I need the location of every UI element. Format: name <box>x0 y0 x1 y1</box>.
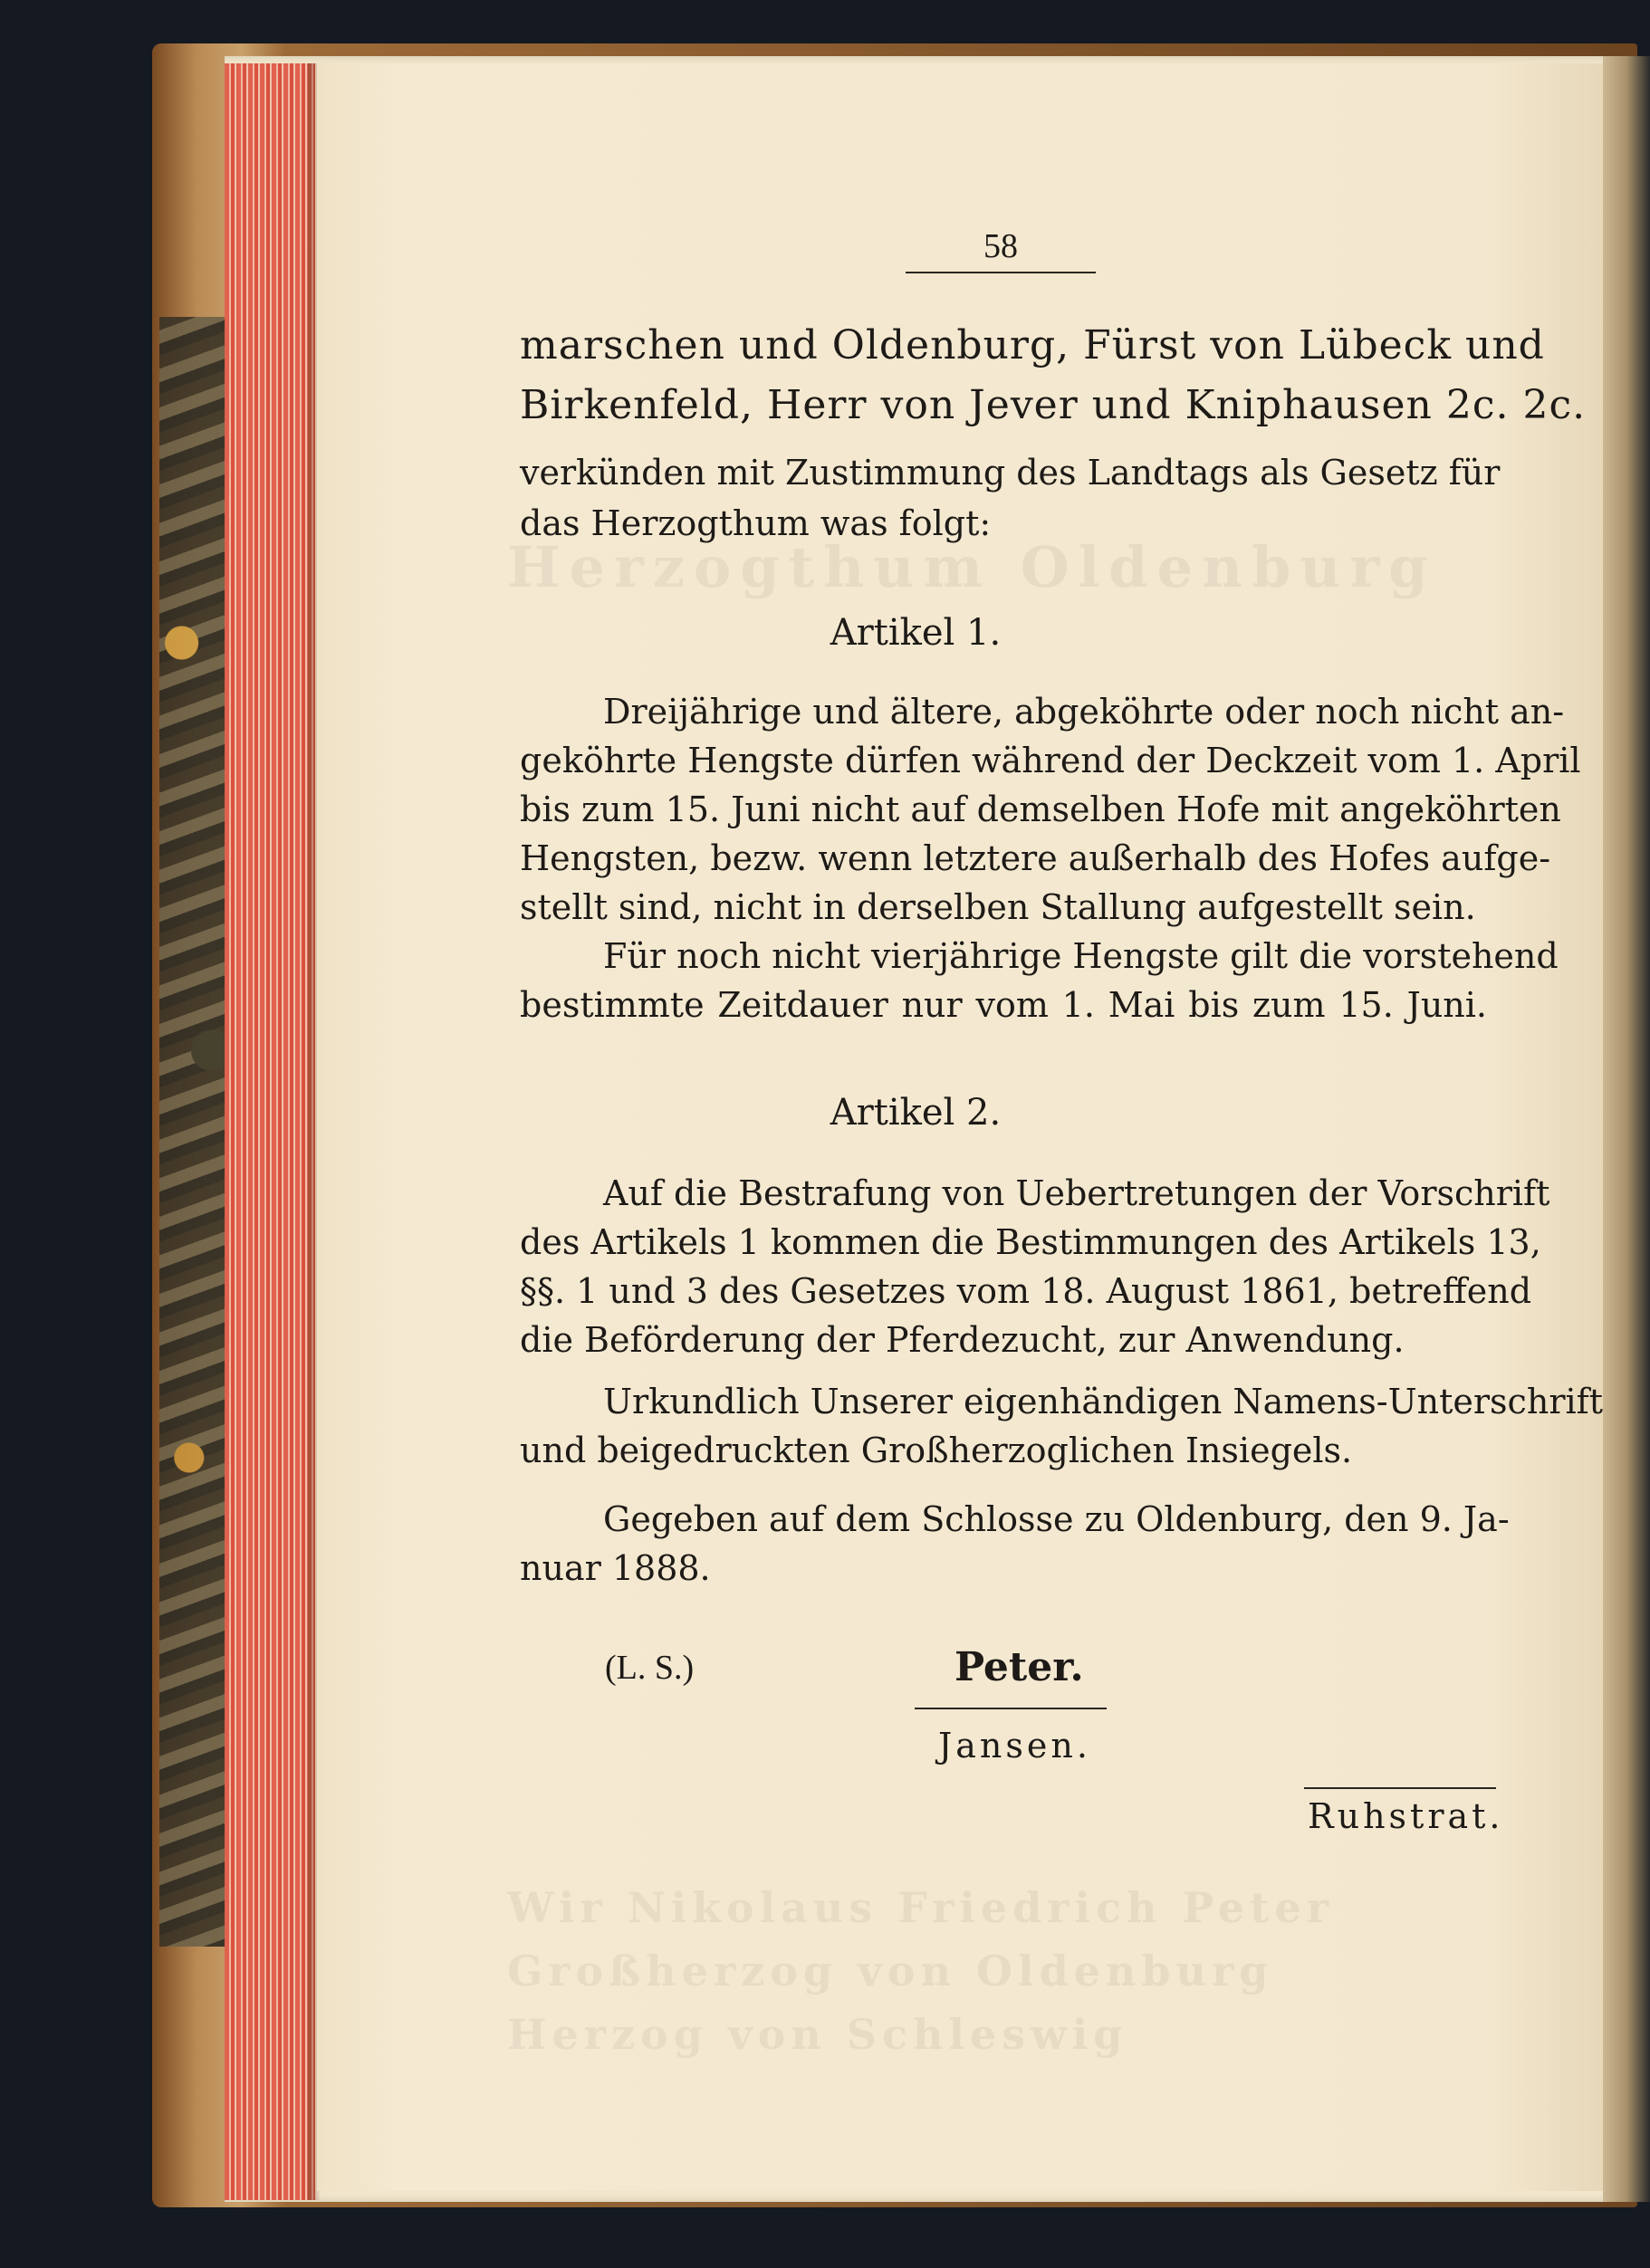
paragraph-line: bestimmte Zeitdauer nur vom 1. Mai bis zum 15. Juni. <box>520 985 1487 1025</box>
paragraph-line: nuar 1888. <box>520 1548 711 1588</box>
paragraph-line: die Beförderung der Pferdezucht, zur Anwendung. <box>520 1320 1405 1360</box>
paragraph-line: Dreijährige und ältere, abgeköhrte oder noch nicht an- <box>603 692 1565 732</box>
bleed-through-text: Herzogthum Oldenburg <box>507 534 1437 600</box>
paragraph-line: Gegeben auf dem Schlosse zu Oldenburg, den 9. Ja- <box>603 1499 1510 1539</box>
text-line: Birkenfeld, Herr von Jever und Kniphausen 2c. 2c. <box>520 382 1587 428</box>
page-number: 58 <box>983 227 1018 265</box>
signature-peter: Peter. <box>955 1644 1084 1690</box>
paragraph-line: Urkundlich Unserer eigenhändigen Namens-Unterschrift <box>603 1382 1603 1421</box>
seal-mark: (L. S.) <box>605 1649 695 1687</box>
paragraph-line: Auf die Bestrafung von Uebertretungen der Vorschrift <box>603 1173 1550 1213</box>
article-heading: Artikel 2. <box>830 1092 1002 1134</box>
header-rule <box>906 272 1096 273</box>
signature-rule <box>1304 1787 1496 1789</box>
signature-rule <box>915 1708 1107 1709</box>
paragraph-line: stellt sind, nicht in derselben Stallung aufgestellt sein. <box>520 887 1476 927</box>
paragraph-line: Für noch nicht vierjährige Hengste gilt die vorstehend <box>603 936 1559 976</box>
paragraph-line: und beigedruckten Großherzoglichen Insiegels. <box>520 1431 1353 1470</box>
text-line: marschen und Oldenburg, Fürst von Lübeck und <box>520 322 1545 368</box>
bleed-through-text: Herzog von Schleswig <box>507 2010 1128 2059</box>
signature-jansen: Jansen. <box>938 1726 1091 1766</box>
bleed-through-text: Großherzog von Oldenburg <box>507 1947 1274 1995</box>
text-line: verkünden mit Zustimmung des Landtags als Gesetz für <box>520 453 1501 493</box>
paragraph-line: §§. 1 und 3 des Gesetzes vom 18. August 1861, betreffend <box>520 1271 1532 1311</box>
paragraph-line: Hengsten, bezw. wenn letztere außerhalb des Hofes aufge- <box>520 838 1551 878</box>
signature-ruhstrat: Ruhstrat. <box>1308 1796 1504 1836</box>
paragraph-line: bis zum 15. Juni nicht auf demselben Hofe mit angeköhrten <box>520 789 1561 829</box>
article-heading: Artikel 1. <box>830 612 1002 654</box>
paragraph-line: des Artikels 1 kommen die Bestimmungen des Artikels 13, <box>520 1222 1541 1262</box>
bleed-through-text: Wir Nikolaus Friedrich Peter <box>507 1883 1334 1932</box>
text-line: das Herzogthum was folgt: <box>520 503 992 543</box>
paragraph-line: geköhrte Hengste dürfen während der Deckzeit vom 1. April <box>520 741 1581 780</box>
